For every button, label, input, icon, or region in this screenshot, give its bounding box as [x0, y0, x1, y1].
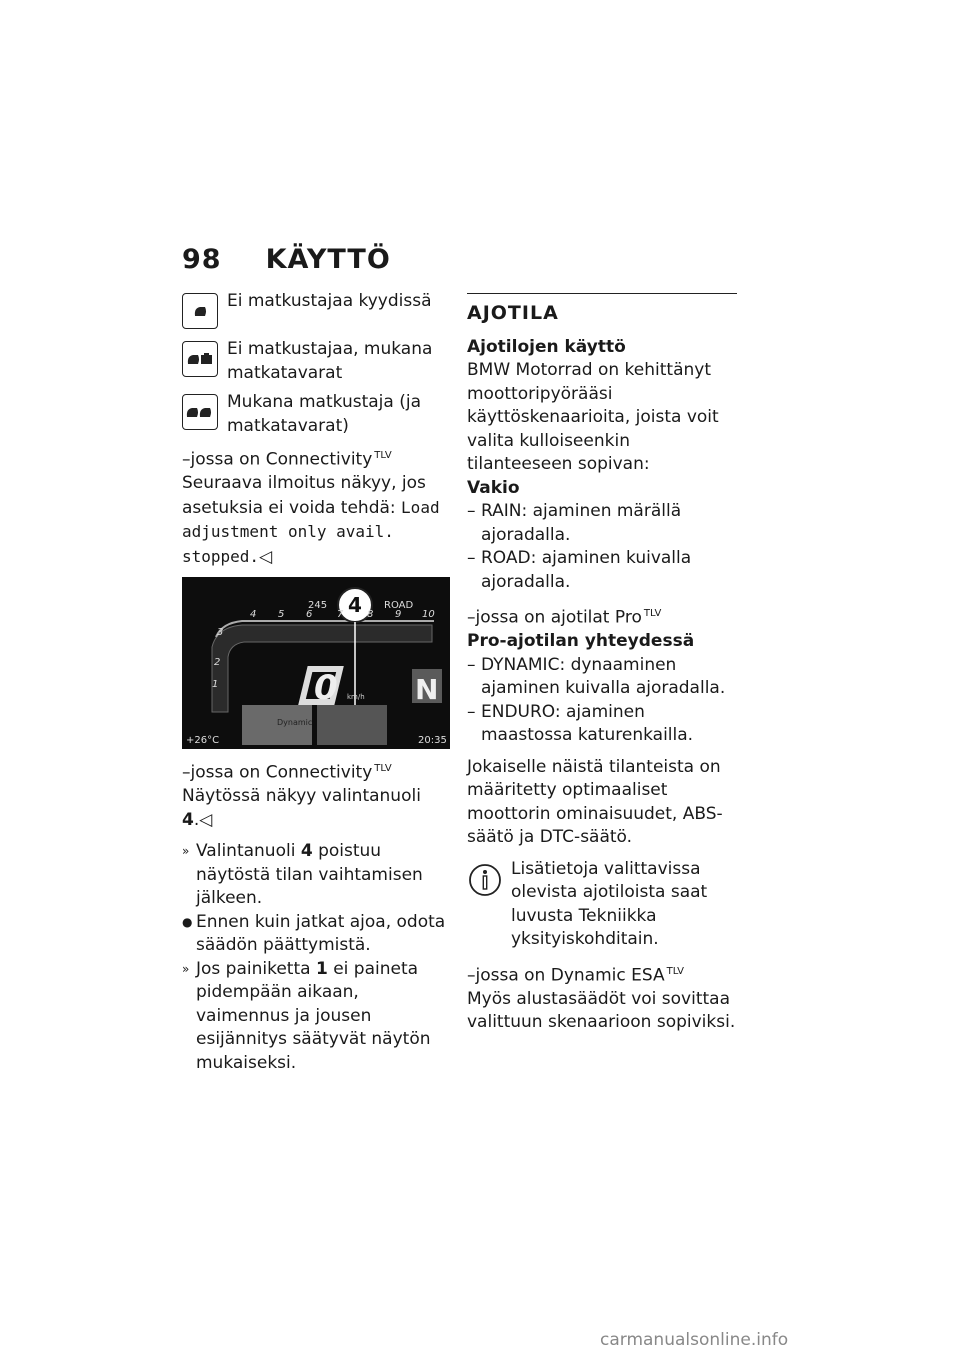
rider-passenger-icon — [182, 394, 218, 430]
vakio-label: Vakio — [467, 477, 520, 498]
clock-readout: 20:35 — [418, 735, 447, 747]
pro-item-text: DYNAMIC: dynaaminen ajaminen kuivalla ajoradalla. — [481, 654, 726, 699]
tlv-superscript: TLV — [374, 763, 392, 775]
step-marker: ● — [182, 914, 193, 929]
rpm-tick: 7 — [337, 609, 344, 621]
connectivity-prefix: –jossa on Connectivity — [182, 449, 373, 470]
step-marker: » — [182, 844, 190, 859]
connectivity-text: Näytössä näkyy valintanuoli — [182, 786, 421, 807]
rpm-tick: 5 — [278, 609, 285, 621]
tlv-superscript: TLV — [666, 965, 685, 977]
step-bold: 4 — [300, 841, 313, 862]
rpm-tick: 6 — [306, 609, 313, 621]
callout-number: 4 — [348, 593, 362, 618]
load-option-label: Mukana matkustaja (ja matkatavarat) — [227, 392, 421, 436]
error-message-code: Load adjustment only avail. stopped. — [182, 497, 440, 566]
page-number: 98 — [182, 244, 222, 275]
step-item — [182, 958, 450, 1076]
fuel-range: 245 — [308, 600, 328, 612]
gear-indicator: N — [415, 673, 439, 707]
load-option-label: Ei matkustajaa kyydissä — [227, 291, 432, 311]
step-text: Jos painiketta — [196, 958, 316, 979]
step-item — [182, 840, 450, 911]
rider-only-icon — [182, 293, 218, 329]
right-column — [467, 293, 737, 1035]
pro-label: Pro-ajotilan yhteydessä — [467, 631, 695, 652]
left-column — [182, 290, 450, 1075]
rpm-tick: 3 — [217, 627, 224, 639]
rpm-tick: 1 — [212, 679, 219, 691]
step-text: Valintanuoli — [196, 841, 301, 862]
callout-ref: 4 — [182, 809, 194, 830]
load-option-rider-passenger — [182, 391, 450, 438]
connectivity-note-2 — [182, 757, 450, 832]
step-bold: 1 — [315, 958, 328, 979]
subsection-title: Ajotilojen käyttö — [467, 336, 626, 357]
section-rule — [467, 293, 737, 294]
step-item — [182, 911, 450, 958]
temperature-readout: +26°C — [186, 735, 220, 747]
end-marker: ◁ — [259, 546, 273, 567]
rider-luggage-icon — [182, 341, 218, 377]
speed-readout: 0 — [314, 668, 338, 709]
tlv-superscript: TLV — [643, 608, 662, 619]
speed-unit: km/h — [347, 693, 365, 702]
riding-mode-display: ROAD — [384, 600, 414, 612]
intro-paragraph: BMW Motorrad on kehittänyt moottoripyörääsi käyttöskenaarioita, joista voit valita kulloiseenkin tilanteeseen sopivan: — [467, 360, 719, 474]
each-mode-paragraph: Jokaiselle näistä tilanteista on määritetty optimaaliset moottorin ominaisuudet, ABS-säätö ja DTC-säätö. — [467, 756, 723, 848]
connectivity-prefix: –jossa on Connectivity — [182, 762, 373, 783]
esa-text: Myös alustasäädöt voi sovittaa valittuun skenaarioon sopiviksi. — [467, 988, 736, 1033]
vakio-item: – RAIN: ajaminen märällä ajoradalla. — [467, 501, 682, 545]
vakio-item: – ROAD: ajaminen kuivalla ajoradalla. — [467, 548, 692, 592]
load-option-label: Ei matkustajaa, mukana matkatavarat — [227, 339, 433, 383]
watermark: carmanualsonline.info — [600, 1330, 789, 1350]
step-text: ei paineta pidempään aikaan, vaimennus ja jousen esijännitys säätyvät näytön mukaiseksi. — [196, 958, 431, 1073]
tlv-superscript: TLV — [374, 450, 392, 461]
rpm-tick: 10 — [422, 609, 435, 621]
info-note — [467, 858, 737, 952]
period: . — [193, 809, 200, 830]
pro-note — [467, 602, 737, 630]
rpm-tick: 9 — [395, 609, 402, 621]
esa-prefix: –jossa on Dynamic ESA — [467, 965, 665, 986]
step-text: poistuu näytöstä tilan vaihtamisen jälkeen. — [196, 841, 423, 909]
dashboard-photo — [182, 577, 450, 749]
section-title: AJOTILA — [467, 302, 559, 324]
rpm-tick: 2 — [214, 657, 221, 669]
load-option-rider-luggage — [182, 338, 450, 385]
pro-item: – ENDURO: ajaminen maastossa katurenkailla. — [467, 701, 694, 746]
pro-item-text: ENDURO: ajaminen maastossa katurenkailla. — [481, 701, 694, 746]
vakio-item-text: ROAD: ajaminen kuivalla ajoradalla. — [481, 548, 692, 592]
connectivity-note-1 — [182, 444, 450, 569]
page-header — [182, 244, 391, 275]
info-icon — [467, 862, 503, 898]
info-text: Lisätietoja valittavissa olevista ajotiloista saat luvusta Tekniikka yksityiskohditain. — [511, 858, 708, 950]
load-option-rider-only — [182, 290, 450, 332]
page-title: KÄYTTÖ — [265, 244, 391, 275]
end-marker: ◁ — [199, 809, 213, 830]
dashboard-graphic — [182, 577, 450, 749]
rpm-tick: 8 — [367, 609, 374, 621]
step-marker: » — [182, 961, 190, 976]
vakio-item-text: RAIN: ajaminen märällä ajoradalla. — [481, 501, 682, 545]
menu-label: Dynamic — [277, 718, 313, 728]
connectivity-text: Seuraava ilmoitus näkyy, jos asetuksia ei voida tehdä: — [182, 473, 426, 518]
pro-item: – DYNAMIC: dynaaminen ajaminen kuivalla ajoradalla. — [467, 654, 726, 699]
esa-note — [467, 960, 737, 988]
pro-prefix: –jossa on ajotilat Pro — [467, 607, 642, 628]
rpm-tick: 4 — [250, 609, 257, 621]
step-text: Ennen kuin jatkat ajoa, odota säädön päättymistä. — [196, 911, 446, 956]
